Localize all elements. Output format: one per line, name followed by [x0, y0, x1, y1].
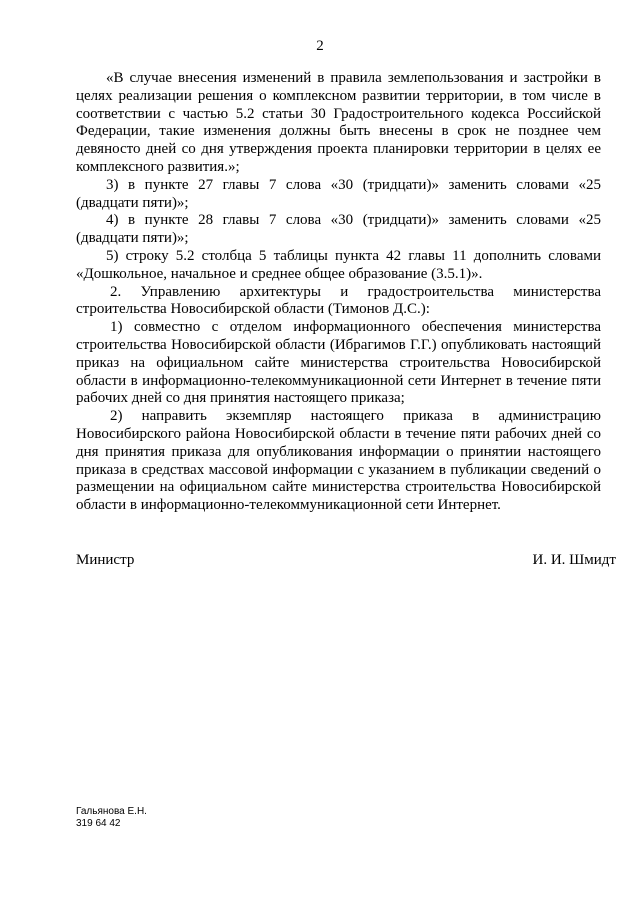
page-number: 2: [316, 38, 324, 54]
signatory-name: И. И. Шмидт: [532, 552, 616, 568]
document-body: [76, 70, 601, 515]
paragraph-subitem-2: 2) направить экземпляр настоящего приказа в администрацию Новосибирского района Новосибирской области в течение пяти рабочих дней со дня принятия приказа для опубликования информации о принятии настоящего приказа в средствах массовой информации с указанием в публикации сведений о размещении на официальном сайте министерства строительства Новосибирской области в информационно-телекоммуникационной сети Интернет.: [76, 408, 601, 514]
executor-name: Гальянова Е.Н.: [76, 806, 147, 817]
paragraph-section-2: 2. Управлению архитектуры и градостроительства министерства строительства Новосибирской области (Тимонов Д.С.):: [76, 283, 601, 318]
signature-block: [76, 552, 616, 569]
signatory-position: Министр: [76, 552, 135, 568]
paragraph-item-3: 3) в пункте 27 главы 7 слова «30 (тридцати)» заменить словами «25 (двадцати пяти)»;: [76, 176, 601, 211]
paragraph-item-4: 4) в пункте 28 главы 7 слова «30 (тридцати)» заменить словами «25 (двадцати пяти)»;: [76, 212, 601, 247]
paragraph-subitem-1: 1) совместно с отделом информационного обеспечения министерства строительства Новосибирской области (Ибрагимов Г.Г.) опубликовать настоящий приказ на официальном сайте министерства строительства Новосибирской области в информационно-телекоммуникационной сети Интернет в течение пяти рабочих дней со дня принятия настоящего приказа;: [76, 319, 601, 407]
executor-footer: [76, 806, 147, 830]
paragraph-item-5: 5) строку 5.2 столбца 5 таблицы пункта 42 главы 11 дополнить словами «Дошкольное, начальное и среднее общее образование (3.5.1)».: [76, 247, 601, 282]
paragraph-quote: «В случае внесения изменений в правила землепользования и застройки в целях реализации решения о комплексном развитии территории, в том числе в соответствии с частью 5.2 статьи 30 Градостроительного кодекса Российской Федерации, такие изменения должны быть внесены в срок не позднее чем девяносто дней со дня утверждения проекта планировки территории в целях ее комплексного развития.»;: [76, 70, 601, 175]
executor-phone: 319 64 42: [76, 818, 121, 829]
